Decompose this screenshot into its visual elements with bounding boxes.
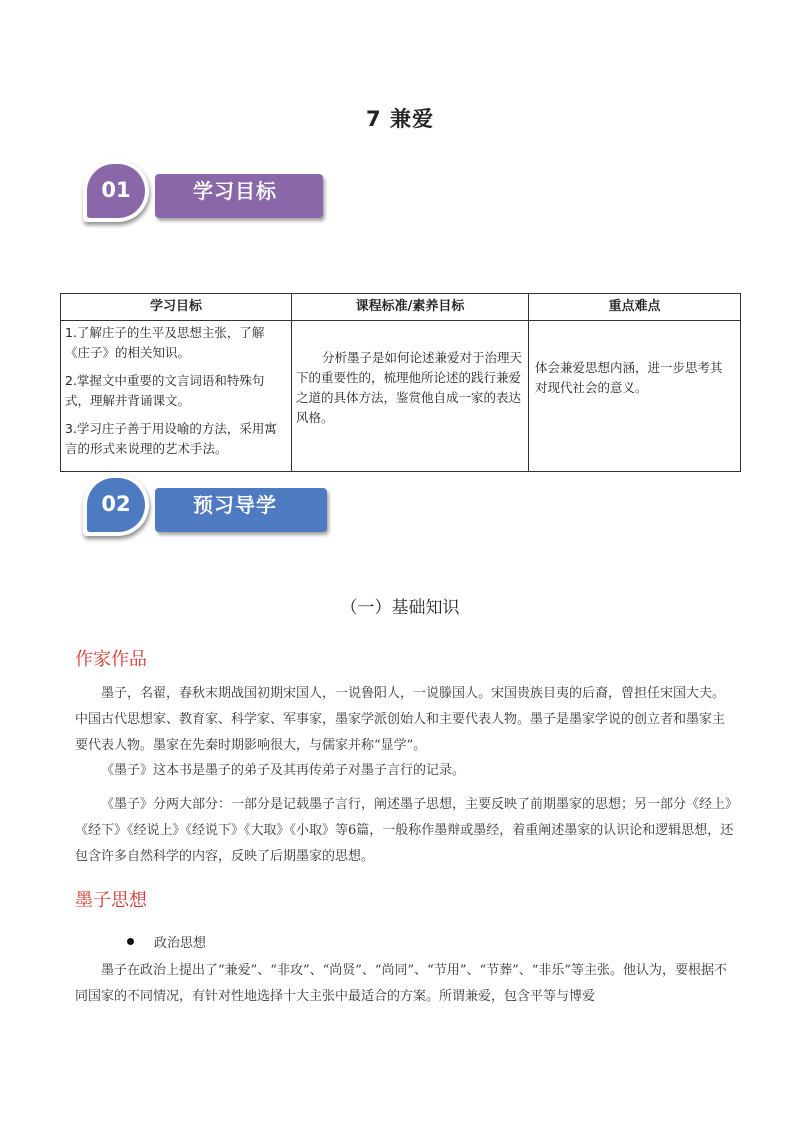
banner-number: 01 xyxy=(101,178,131,202)
banner-label: 预习导学 xyxy=(193,493,277,517)
bullet-item xyxy=(127,932,206,951)
paragraph: 《墨子》这本书是墨子的弟子及其再传弟子对墨子言行的记录。 xyxy=(101,763,466,778)
table-cell-objectives xyxy=(61,321,292,472)
objective-item: 3.学习庄子善于用设喻的方法，采用寓言的形式来说理的艺术手法。 xyxy=(65,421,277,456)
table-cell-standards xyxy=(292,321,529,472)
section-title-author: 作家作品 xyxy=(75,649,147,670)
banner-tab xyxy=(155,174,323,218)
objective-item: 2.掌握文中重要的文言词语和特殊句式，理解并背诵课文。 xyxy=(65,373,265,408)
banner-badge xyxy=(83,474,149,536)
banner-number: 02 xyxy=(101,492,131,516)
paragraph: 《墨子》分两大部分：一部分是记载墨子言行，阐述墨子思想，主要反映了前期墨家的思想；另一部分《经上》《经下》《经说上》《经说下》《大取》《小取》等6篇，一般称作墨辩或墨经，着重阐述墨家的认识论和逻辑思想，还包含许多自然科学的内容，反映了后期墨家的思想。 xyxy=(75,797,734,864)
objective-item: 1.了解庄子的生平及思想主张，了解《庄子》的相关知识。 xyxy=(65,325,265,360)
badge-inner xyxy=(87,478,145,532)
paragraph: 墨子，名翟，春秋末期战国初期宋国人，一说鲁阳人，一说滕国人。宋国贵族目夷的后裔，曾担任宋国大夫。中国古代思想家、教育家、科学家、军事家，墨家学派创始人和主要代表人物。墨子是墨家学说的创立者和墨家主要代表人物。墨家在先秦时期影响很大，与儒家并称“显学”。 xyxy=(75,686,726,753)
section-banner-objectives xyxy=(83,160,328,222)
banner-badge xyxy=(83,160,149,222)
table-row xyxy=(61,321,741,472)
table-header: 学习目标 xyxy=(61,294,292,321)
table-header-row xyxy=(61,294,741,321)
bullet-dot-icon xyxy=(127,938,134,945)
banner-label: 学习目标 xyxy=(193,179,277,203)
table-cell-key-points xyxy=(529,321,741,472)
page-title: 7 兼爱 xyxy=(366,107,434,131)
table-header: 重点难点 xyxy=(529,294,741,321)
section-title-thought: 墨子思想 xyxy=(75,890,147,911)
objectives-table xyxy=(60,293,741,472)
key-points-text: 体会兼爱思想内涵，进一步思考其对现代社会的意义。 xyxy=(535,360,723,395)
subheading: （一）基础知识 xyxy=(340,598,460,618)
banner-tab xyxy=(155,488,327,532)
section-banner-preview xyxy=(83,474,333,536)
table-header: 课程标准/素养目标 xyxy=(292,294,529,321)
bullet-label: 政治思想 xyxy=(154,936,207,951)
badge-inner xyxy=(87,164,145,218)
standard-text: 分析墨子是如何论述兼爱对于治理天下的重要性的，梳理他所论述的践行兼爱之道的具体方法，鉴赏他自成一家的表达风格。 xyxy=(296,350,523,425)
paragraph: 墨子在政治上提出了“兼爱”、“非攻”、“尚贤”、“尚同”、“节用”、“节葬”、“非乐”等主张。他认为，要根据不同国家的不同情况，有针对性地选择十大主张中最适合的方案。所谓兼爱，包含平等与博爱 xyxy=(75,963,728,1004)
